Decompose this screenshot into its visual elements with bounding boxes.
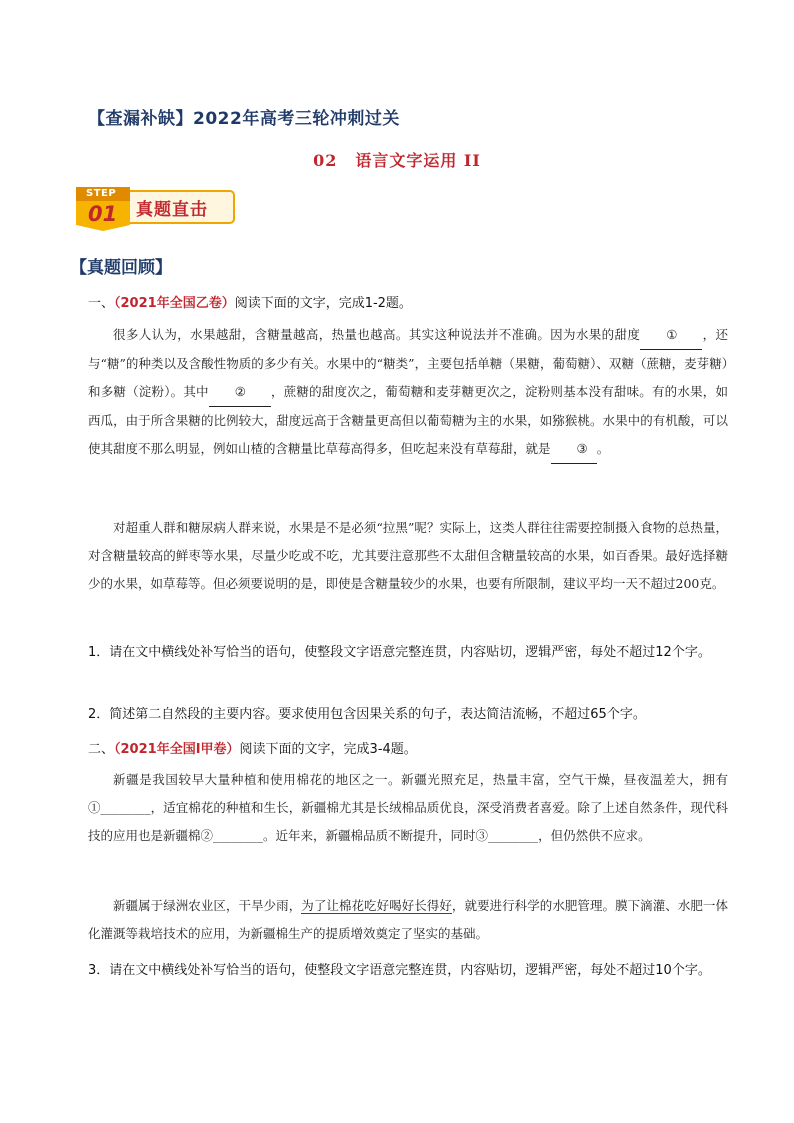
step-text: 真题直击 [136,200,208,220]
question-group-1-heading [88,292,412,311]
answer-blank-3 [551,435,597,464]
passage-2-paragraph-1 [88,766,728,850]
underlined-phrase: 为了让棉花吃好喝好长得好 [301,898,452,913]
text-run: 新疆是我国较早大量种植和使用棉花的地区之一。新疆光照充足，热量丰富，空气干燥，昼夜温差大，拥有 [113,772,728,787]
answer-blank-2: ②________ [200,828,264,843]
chapter-title [0,148,794,171]
blank-marker: ② [234,384,246,399]
question-3: 3．请在文中横线处补写恰当的语句，使整段文字语意完整连贯，内容贴切，逻辑严密，每处不超过10个字。 [88,963,711,978]
text-run: ，但仍然供不应求。 [538,828,651,843]
question-2: 2．简述第二自然段的主要内容。要求使用包含因果关系的句子，表达简洁流畅，不超过65个字。 [88,707,646,722]
text-run: 很多人认为，水果越甜，含糖量越高，热量也越高。其实这种说法并不准确。因为水果的甜度 [113,327,641,342]
section-heading: 【真题回顾】 [70,258,172,278]
step-badge [72,185,242,231]
answer-blank-3: ③________ [475,828,539,843]
answer-blank-1: ①________ [88,800,151,815]
text-run: ，适宜棉花的种植和生长，新疆棉尤其是长绒棉品质优良，深受消费者喜爱。除了上述自然条件，现代科技的应用也是新疆棉 [88,800,728,843]
blank-marker: ③ [576,441,588,456]
passage-1-paragraph-1 [88,321,728,464]
document-title: 【查漏补缺】2022年高考三轮冲刺过关 [88,109,400,129]
step-label: STEP [86,188,117,199]
step-number: 01 [88,202,118,226]
passage-2-paragraph-2 [88,892,728,948]
question-group-2-heading [88,738,417,757]
text-run: 。 [596,441,610,456]
text-run: 。近年来，新疆棉品质不断提升，同时 [263,828,476,843]
passage-1-paragraph-2 [88,514,728,598]
question-1: 1．请在文中横线处补写恰当的语句，使整段文字语意完整连贯，内容贴切，逻辑严密，每处不超过12个字。 [88,645,711,660]
paragraph-text: 对超重人群和糖尿病人群来说，水果是不是必须“拉黑”呢？实际上，这类人群往往需要控制摄入食物的总热量，对含糖量较高的鲜枣等水果，尽量少吃或不吃，尤其要注意那些不太甜但含糖量较高的水果，如百香果。最好选择糖少的水果，如草莓等。但必须要说明的是，即使是含糖量较少的水果，也要有所限制，建议平均一天不超过200克。 [88,520,728,591]
answer-blank-1 [640,321,702,350]
chapter-number: 02 [313,151,338,170]
text-run: ，还与“糖”的种类以及含酸性物质的多少有关。水果中的“糖类”，主要包括单糖（果糖，葡萄糖）、双糖（蔗糖，麦芽糖）和多糖（淀粉）。其中 [88,327,728,399]
question-instruction: 阅读下面的文字，完成1-2题。 [234,296,412,311]
text-run: 新疆属于绿洲农业区，干旱少雨， [113,898,302,913]
question-instruction: 阅读下面的文字，完成3-4题。 [239,742,417,757]
text-run: ，蔗糖的甜度次之，葡萄糖和麦芽糖更次之，淀粉则基本没有甜味。有的水果，如西瓜，由于所含果糖的比例较大，甜度远高于含糖量更高但以葡萄糖为主的水果，如猕猴桃。水果中的有机酸，可以使其甜度不那么明显，例如山楂的含糖量比草莓高得多，但吃起来没有草莓甜，就是 [88,384,728,456]
blank-marker: ① [666,327,678,342]
passage-2 [88,766,728,850]
group-prefix: 一、 [88,296,115,311]
chapter-subtitle: 语言文字运用 II [355,151,481,170]
group-prefix: 二、 [88,742,115,757]
passage-1 [88,321,728,464]
text-run: ，就要进行科学的水肥管理。膜下滴灌、水肥一体化灌溉等栽培技术的应用，为新疆棉生产的提质增效奠定了坚实的基础。 [88,898,728,941]
answer-blank-2 [209,378,271,407]
question-source: （2021年全国乙卷） [114,296,235,311]
paragraph-text [88,892,728,948]
question-source: （2021年全国I甲卷） [114,742,240,757]
